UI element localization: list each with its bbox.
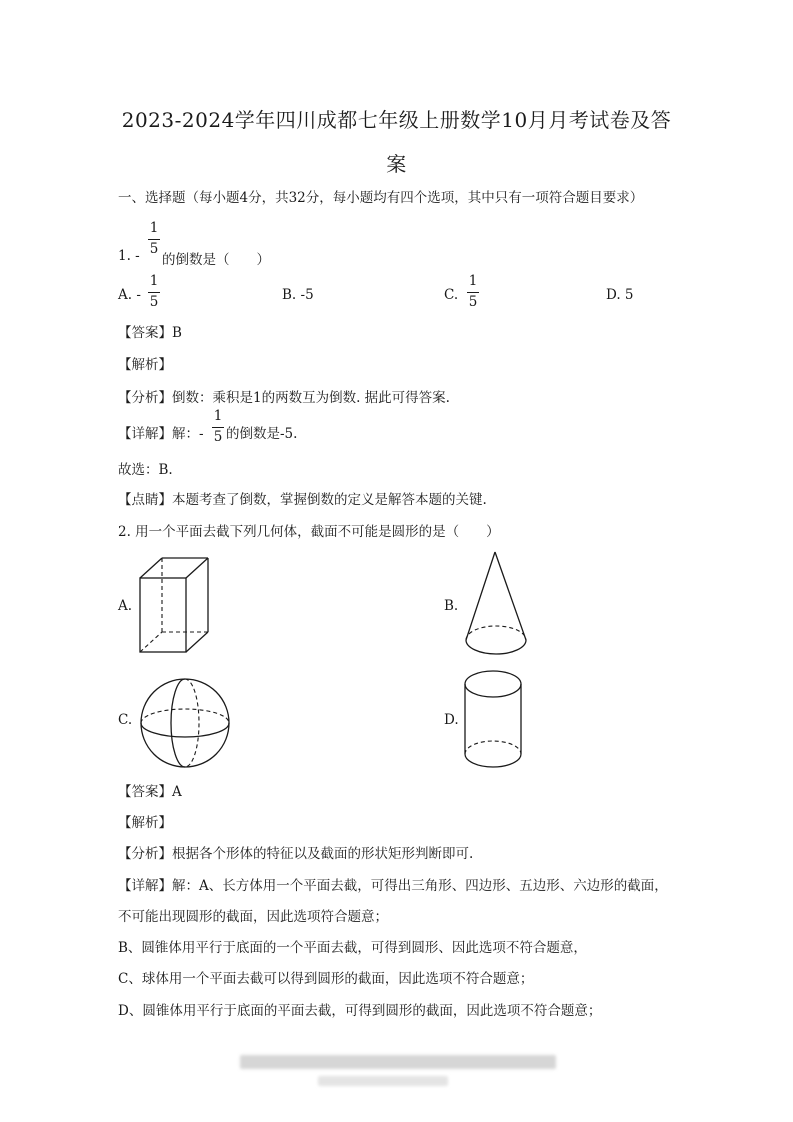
q1-detail-prefix: 【详解】解：- <box>118 426 204 442</box>
q1-analysis: 【分析】倒数：乘积是1的两数互为倒数. 据此可得答案. <box>118 390 450 406</box>
q2-detail-line-3: B、圆锥体用平行于底面的一个平面去截，可得到圆形、因此选项不符合题意， <box>118 940 587 956</box>
q2-detail-line-5: D、圆锥体用平行于底面的平面去截，可得到圆形的截面，因此选项不符合题意； <box>118 1003 602 1019</box>
q2-option-d-label: D. <box>444 712 459 728</box>
question-1-fraction: 1 5 <box>149 220 159 257</box>
q1-detail-suffix: 的倒数是-5. <box>226 426 298 442</box>
q2-detail-line-1: 【详解】解：A、长方体用一个平面去截，可得出三角形、四边形、五边形、六边形的截面， <box>118 878 668 894</box>
q1-option-b: B. -5 <box>282 287 314 303</box>
q2-option-b-label: B. <box>444 598 459 614</box>
q2-option-c-label: C. <box>118 712 133 728</box>
q1-comment: 【点睛】本题考查了倒数，掌握倒数的定义是解答本题的关键. <box>118 492 487 508</box>
q2-detail-line-2: 不可能出现圆形的截面，因此选项符合题意； <box>118 909 388 925</box>
q1-option-a-fraction: 1 5 <box>149 273 159 310</box>
sphere-figure <box>138 676 232 770</box>
q2-option-a-label: A. <box>118 598 133 614</box>
q1-conclusion: 故选：B. <box>118 462 173 478</box>
q1-detail-fraction: 1 5 <box>213 408 223 445</box>
cylinder-figure <box>462 668 526 772</box>
q2-analysis: 【分析】根据各个形体的特征以及截面的形状矩形判断即可. <box>118 846 474 862</box>
q2-answer: 【答案】A <box>118 784 182 800</box>
question-2-stem: 2. 用一个平面去截下列几何体，截面不可能是圆形的是（ ） <box>118 524 500 540</box>
question-1-stem: 的倒数是（ ） <box>162 252 270 268</box>
q1-option-a-label: A. - <box>118 287 141 303</box>
q1-answer: 【答案】B <box>118 325 182 341</box>
cuboid-figure <box>138 556 212 656</box>
q1-option-d: D. 5 <box>606 287 634 303</box>
section-heading: 一、选择题（每小题4分，共32分，每小题均有四个选项，其中只有一项符合题目要求） <box>118 190 644 206</box>
page-title-continued: 案 <box>386 152 407 176</box>
q1-analysis-heading: 【解析】 <box>118 357 172 373</box>
q2-detail-line-4: C、球体用一个平面去截可以得到圆形的截面，因此选项不符合题意； <box>118 971 534 987</box>
q1-option-c-fraction: 1 5 <box>468 273 478 310</box>
cone-figure <box>462 550 532 660</box>
q2-analysis-heading: 【解析】 <box>118 815 172 831</box>
q1-option-c-label: C. <box>444 287 459 303</box>
question-1-number: 1. - <box>118 248 140 264</box>
page-title: 2023-2024学年四川成都七年级上册数学10月月考试卷及答 <box>121 108 672 132</box>
